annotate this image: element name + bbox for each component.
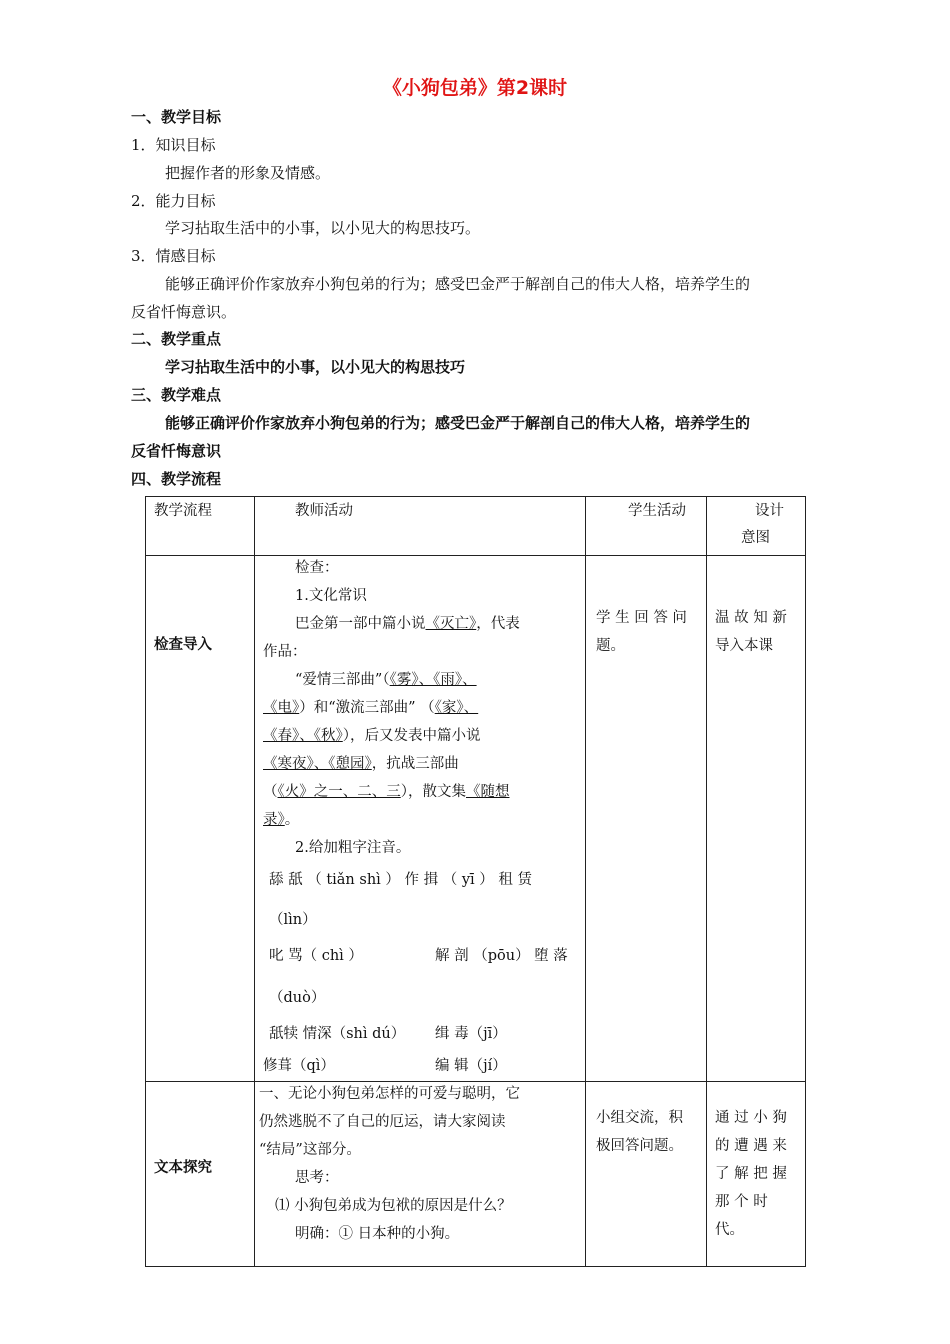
text-span: ，代表	[476, 616, 520, 632]
goal-emotion-text-line2: 反省忏悔意识。	[131, 303, 237, 321]
header-design-line2: 意图	[741, 530, 770, 546]
teacher-line: 仍然逃脱不了自己的厄运，请大家阅读	[259, 1114, 506, 1130]
goal-ability-text: 学习拈取生活中的小事，以小见大的构思技巧。	[165, 219, 481, 237]
answer-underlined: 《寒夜》、《憩园》	[263, 756, 372, 772]
goal-emotion-text-line1: 能够正确评价作家放弃小狗包弟的行为；感受巴金严于解剖自己的伟大人格，培养学生的	[165, 275, 751, 293]
text-span: ），散文集	[400, 784, 466, 800]
section-heading-process: 四、教学流程	[131, 470, 222, 488]
student-activity-line: 题。	[596, 638, 625, 654]
answer-underlined: 《火》之一、二、三	[277, 784, 401, 800]
pinyin-line: 叱 骂（ chì ）	[269, 948, 363, 964]
answer-underlined: 《家》、	[434, 700, 479, 716]
stage-text-explore: 文本探究	[154, 1160, 212, 1176]
answer-underlined: 录》	[263, 812, 285, 828]
answer-underlined: 《灭亡》	[425, 616, 477, 632]
pinyin-line: 缉 毒（jī）	[435, 1026, 507, 1042]
design-intent-line: 温 故 知 新	[715, 610, 787, 626]
teacher-line: 作品：	[263, 644, 307, 660]
teacher-line: 明确：① 日本种的小狗。	[295, 1226, 460, 1242]
goal-knowledge-label: 1．知识目标	[131, 136, 216, 154]
design-intent-line: 的 遭 遇 来	[715, 1138, 787, 1154]
answer-underlined: 《随想	[466, 784, 510, 800]
pinyin-line: 修葺（qì）	[263, 1058, 335, 1074]
teacher-line: ⑴ 小狗包弟成为包袱的原因是什么？	[275, 1198, 512, 1214]
text-span: 巴金第一部中篇小说	[295, 616, 426, 632]
pinyin-line: 舔 舐 （ tiǎn shì ） 作 揖 （ yī ） 租 赁	[269, 872, 533, 888]
pinyin-line: 舐犊 情深（shì dú）	[269, 1026, 406, 1042]
teacher-line	[295, 612, 520, 633]
teacher-line	[263, 696, 478, 717]
page-title: 《小狗包弟》第2课时	[382, 77, 568, 99]
student-activity-line: 极回答问题。	[596, 1138, 683, 1154]
pinyin-line: （lìn）	[269, 912, 317, 928]
text-span: ，抗战三部曲	[371, 756, 459, 772]
goal-ability-label: 2．能力目标	[131, 192, 216, 210]
teacher-line: “结局”这部分。	[259, 1142, 361, 1158]
design-intent-line: 了 解 把 握	[715, 1166, 787, 1182]
stage-check-intro: 检查导入	[154, 637, 212, 653]
text-span: ）和“激流三部曲” （	[299, 700, 435, 716]
difficulties-text-line1: 能够正确评价作家放弃小狗包弟的行为；感受巴金严于解剖自己的伟大人格，培养学生的	[165, 414, 751, 432]
goal-knowledge-text: 把握作者的形象及情感。	[165, 164, 331, 182]
design-intent-line: 那 个 时	[715, 1194, 768, 1210]
teacher-line: 1.文化常识	[295, 588, 367, 604]
key-points-text: 学习拈取生活中的小事，以小见大的构思技巧	[165, 358, 466, 376]
teacher-line	[263, 724, 481, 745]
header-teacher-activity: 教师活动	[295, 503, 353, 519]
section-heading-difficulties: 三、教学难点	[131, 386, 222, 404]
table-row	[146, 556, 806, 1082]
header-student-activity: 学生活动	[628, 503, 686, 519]
text-span: ），后又发表中篇小说	[342, 728, 481, 744]
teacher-line	[263, 752, 459, 773]
pinyin-line: 编 辑（jí）	[435, 1058, 507, 1074]
pinyin-line: （duò）	[269, 990, 326, 1006]
teacher-line	[263, 780, 510, 801]
teacher-line: 检查：	[295, 560, 339, 576]
header-design-line1: 设计	[755, 503, 784, 519]
teacher-line: 2.给加粗字注音。	[295, 840, 411, 856]
teacher-line: 思考：	[295, 1170, 339, 1186]
design-intent-line: 代。	[715, 1222, 744, 1238]
teacher-line	[263, 808, 299, 829]
design-intent-line: 导入本课	[715, 638, 773, 654]
text-span: 。	[284, 812, 300, 828]
text-span: （	[263, 784, 278, 800]
header-stage: 教学流程	[154, 503, 212, 519]
answer-underlined: 《雾》、《雨》、	[389, 672, 477, 688]
table-row	[146, 1082, 806, 1267]
student-activity-line: 学 生 回 答 问	[596, 610, 687, 626]
answer-underlined: 《春》、《秋》	[263, 728, 343, 744]
difficulties-text-line2: 反省忏悔意识	[131, 442, 222, 460]
table-header-row	[146, 497, 806, 556]
design-intent-line: 通 过 小 狗	[715, 1110, 787, 1126]
teaching-process-table	[145, 496, 806, 1267]
text-span: “爱情三部曲”（	[295, 672, 390, 688]
goal-emotion-label: 3．情感目标	[131, 247, 216, 265]
pinyin-line: 解 剖 （pōu） 堕 落	[435, 948, 568, 964]
teacher-line: 一、无论小狗包弟怎样的可爱与聪明，它	[259, 1086, 520, 1102]
teacher-line	[295, 668, 477, 689]
student-activity-line: 小组交流，积	[596, 1110, 683, 1126]
section-heading-goals: 一、教学目标	[131, 108, 222, 126]
section-heading-key-points: 二、教学重点	[131, 330, 222, 348]
answer-underlined: 《电》	[263, 700, 300, 716]
